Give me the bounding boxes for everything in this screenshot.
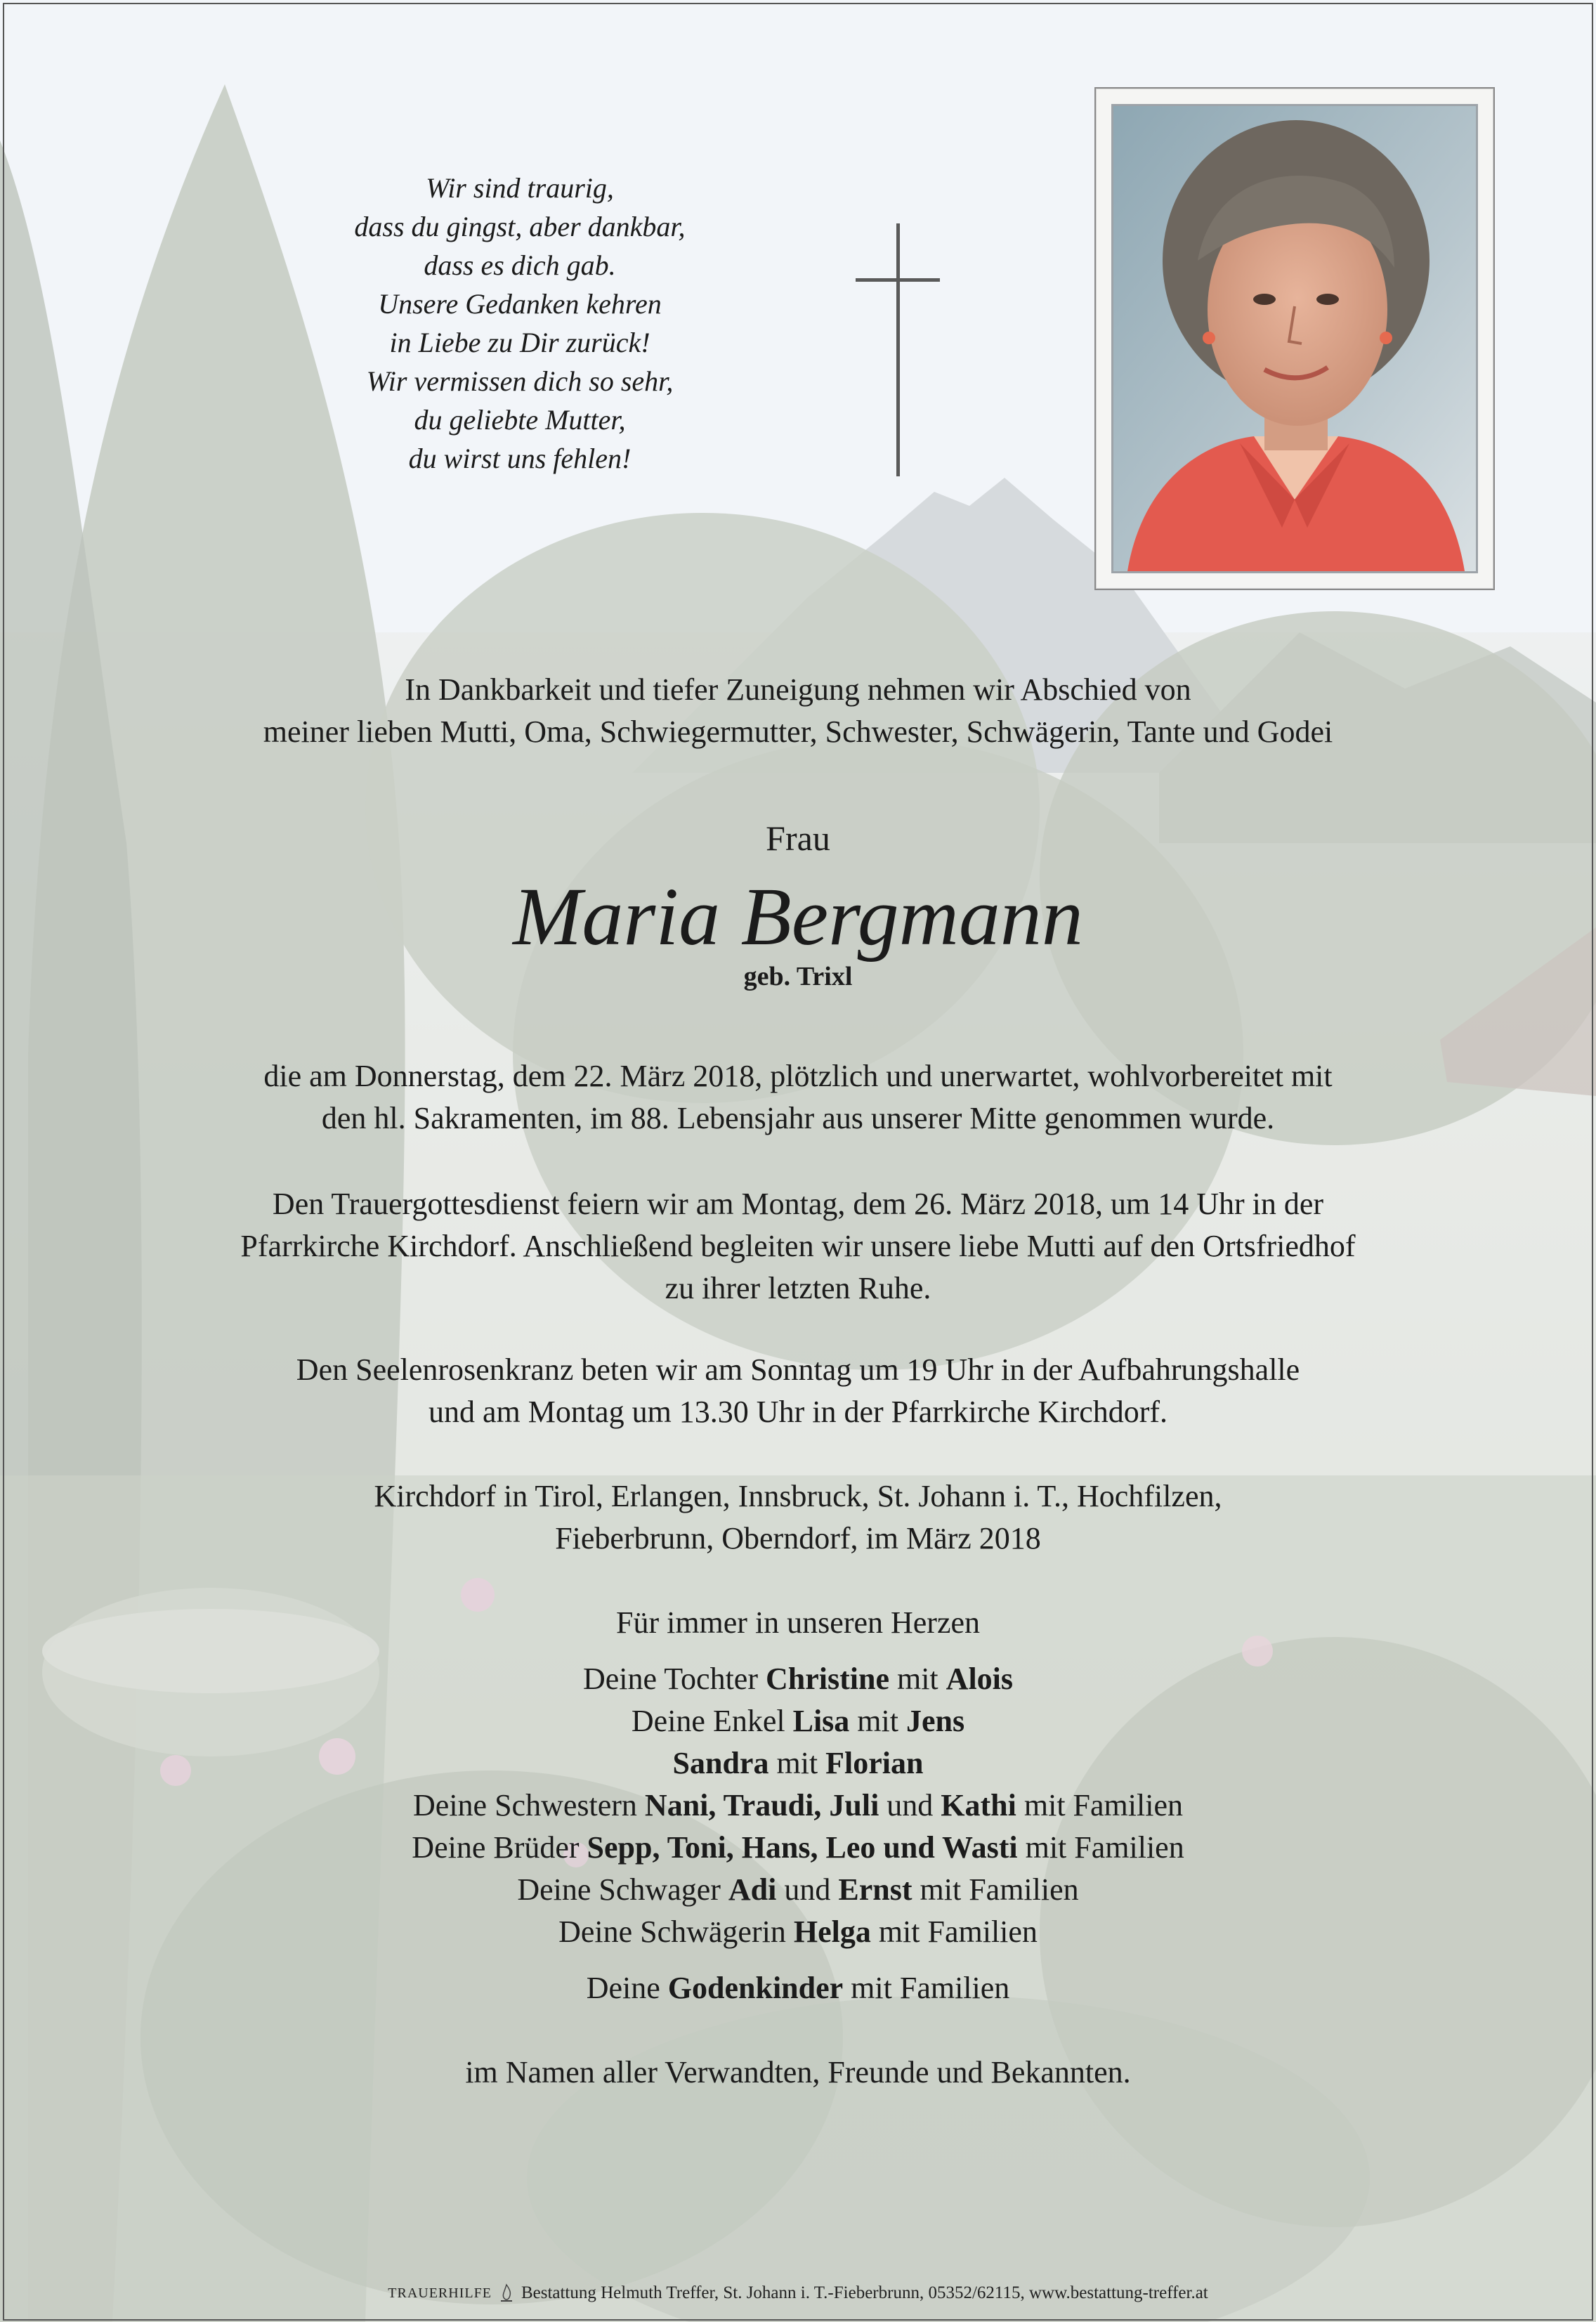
portrait-frame	[1094, 87, 1495, 590]
footer-brand: TRAUERHILFE	[388, 2285, 492, 2301]
mourner-line: Deine Schwägerin Helga mit Familien	[558, 1915, 1038, 1949]
flame-logo-icon	[499, 2283, 514, 2303]
death-line: den hl. Sakramenten, im 88. Lebensjahr aus unserer Mitte genommen wurde.	[321, 1101, 1275, 1135]
mourner-line: Deine Brüder Sepp, Toni, Hans, Leo und Wasti mit Familien	[412, 1830, 1184, 1865]
poem-line: dass du gingst, aber dankbar,	[354, 211, 686, 242]
poem-line: du geliebte Mutter,	[414, 404, 626, 436]
mourners-list	[84, 1602, 1512, 2009]
rosary-line: Den Seelenrosenkranz beten wir am Sonntag um 19 Uhr in der Aufbahrungshalle	[296, 1352, 1300, 1387]
footer	[0, 2283, 1596, 2303]
intro-line: In Dankbarkeit und tiefer Zuneigung nehmen wir Abschied von	[405, 672, 1191, 707]
mourner-line: Sandra mit Florian	[672, 1746, 924, 1780]
mourner-line: Deine Tochter Christine mit Alois	[582, 1662, 1014, 1696]
poem-line: Wir sind traurig,	[426, 172, 614, 204]
poem-line: in Liebe zu Dir zurück!	[389, 327, 650, 358]
deceased-name: Maria Bergmann	[513, 870, 1083, 963]
death-line: die am Donnerstag, dem 22. März 2018, plötzlich und unerwartet, wohlvorbereitet mit	[263, 1059, 1333, 1093]
cross-icon	[856, 223, 940, 476]
closing-line: im Namen aller Verwandten, Freunde und Bekannten.	[465, 2055, 1131, 2089]
places-line: Fieberbrunn, Oberndorf, im März 2018	[555, 1521, 1041, 1555]
rosary-notice	[84, 1349, 1512, 1433]
footer-text: Bestattung Helmuth Treffer, St. Johann i. T.-Fieberbrunn, 05352/62115, www.bestattung-treffer.at	[521, 2283, 1208, 2302]
honorific: Frau	[766, 818, 830, 858]
birth-name: geb. Trixl	[743, 962, 853, 991]
mourners-heading: Für immer in unseren Herzen	[615, 1605, 981, 1640]
mourner-line: Deine Schwestern Nani, Traudi, Juli und Kathi mit Familien	[413, 1788, 1183, 1822]
mourner-line: Deine Godenkinder mit Familien	[586, 1971, 1010, 2005]
poem-line: dass es dich gab.	[424, 249, 616, 281]
poem-line: Wir vermissen dich so sehr,	[366, 365, 674, 397]
service-line: Pfarrkirche Kirchdorf. Anschließend begleiten wir unsere liebe Mutti auf den Ortsfriedhof	[240, 1229, 1356, 1263]
death-notice	[84, 1055, 1512, 1140]
mourner-line: Deine Schwager Adi und Ernst mit Familien	[517, 1872, 1079, 1907]
service-line: Den Trauergottesdienst feiern wir am Montag, dem 26. März 2018, um 14 Uhr in der	[272, 1187, 1324, 1221]
memorial-poem	[267, 169, 773, 478]
portrait-photo	[1111, 104, 1478, 573]
intro-text	[84, 669, 1512, 753]
rosary-line: und am Montag um 13.30 Uhr in der Pfarrkirche Kirchdorf.	[428, 1395, 1168, 1429]
poem-line: Unsere Gedanken kehren	[378, 288, 662, 320]
poem-line: du wirst uns fehlen!	[408, 443, 632, 474]
places-line: Kirchdorf in Tirol, Erlangen, Innsbruck, St. Johann i. T., Hochfilzen,	[374, 1479, 1222, 1513]
funeral-service	[84, 1183, 1512, 1310]
intro-line: meiner lieben Mutti, Oma, Schwiegermutter, Schwester, Schwägerin, Tante und Godei	[263, 715, 1333, 749]
service-line: zu ihrer letzten Ruhe.	[665, 1271, 931, 1305]
places-date	[84, 1475, 1512, 1560]
mourner-line: Deine Enkel Lisa mit Jens	[631, 1704, 965, 1738]
